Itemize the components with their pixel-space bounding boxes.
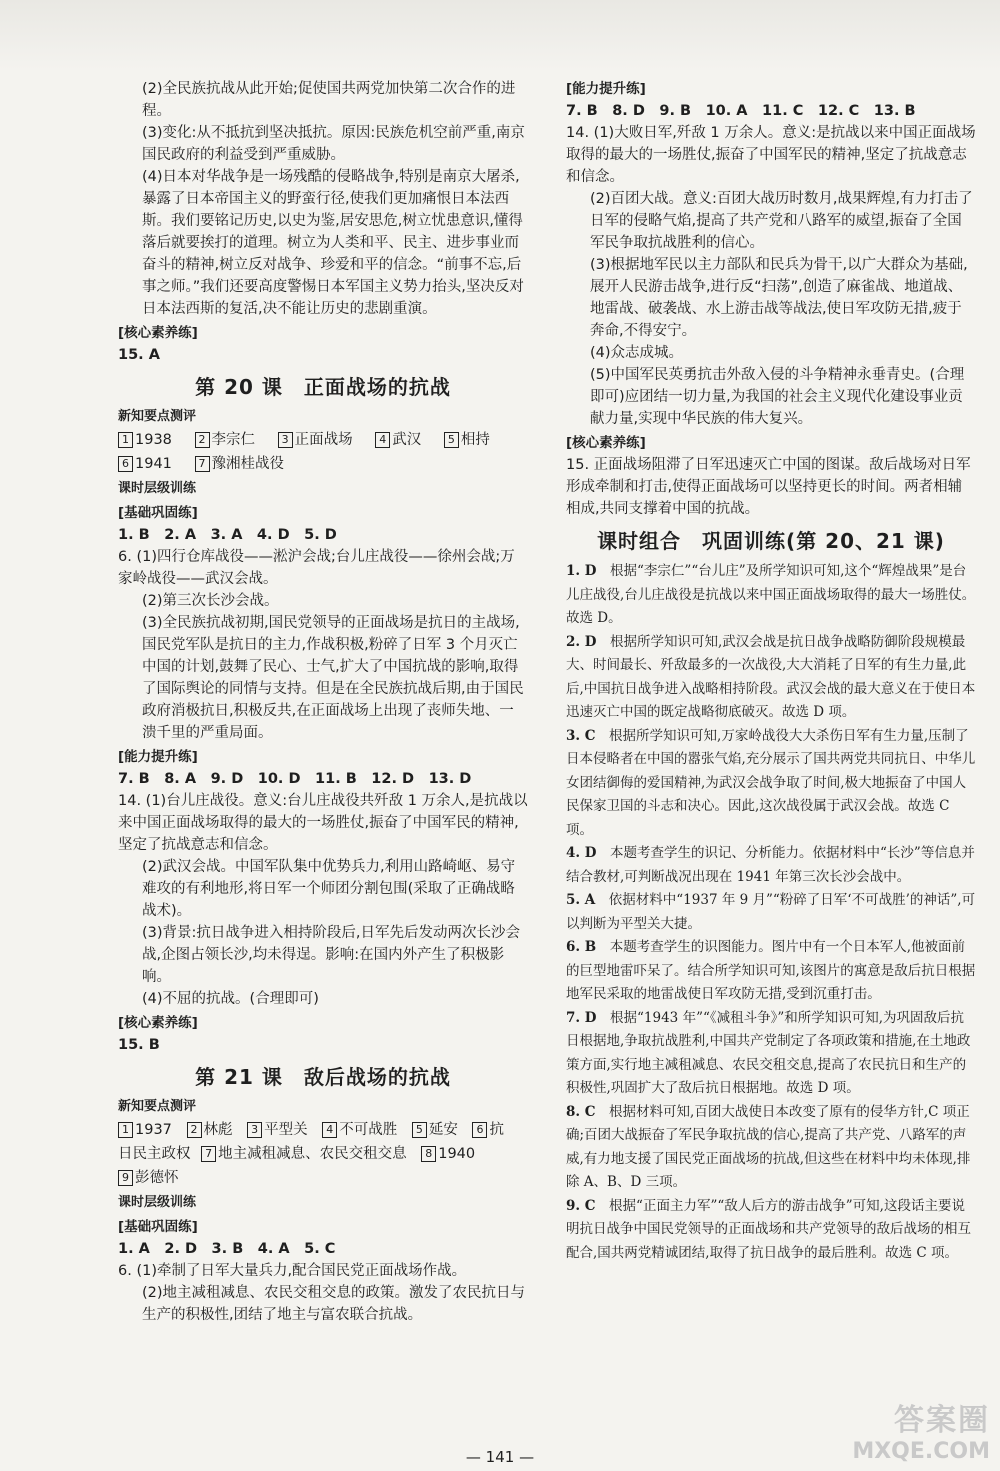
section-tag: [核心素养练]	[118, 325, 198, 341]
lesson-title: 第 20 课 正面战场的抗战	[195, 375, 451, 399]
section-tag: [核心素养练]	[118, 1015, 198, 1031]
watermark	[810, 1395, 990, 1465]
top-band	[0, 0, 1000, 70]
answer-line	[566, 100, 976, 122]
combo-item	[566, 1007, 976, 1101]
item-number: 3. C	[566, 727, 596, 744]
paragraph: (3)根据地军民以主力部队和民兵为骨干,以广大群众为基础,展开人民游击战争,进行反“扫荡”,创造了麻雀战、地道战、地雷战、破袭战、水上游击战等战法,使日军攻防无措,疲于奔命,不得安宁。	[590, 257, 968, 339]
combo-item	[566, 936, 976, 1007]
blank-item: 6 抗	[472, 1122, 504, 1138]
answer-text: 15. B	[118, 1037, 160, 1053]
item-explanation: 根据所学知识可知,万家岭战役大大杀伤日军有生力量,压制了日本侵略者在中国的嚣张气焰,充分展示了国共两党共同抗日、中华儿女团结御侮的爱国精神,为武汉会战争取了时间,极大地振奋了中国人民保家卫国的斗志和决心。因此,这次战役属于武汉会战。故选 C 项。	[566, 727, 976, 838]
answer-line	[118, 1238, 528, 1260]
answer-text: 15. A	[118, 347, 160, 363]
paragraph: (2)第三次长沙会战。	[142, 593, 279, 609]
item-number: 6. B	[566, 939, 597, 955]
paragraph: (3)变化:从不抵抗到坚决抵抗。原因:民族危机空前严重,南京国民政府的利益受到严重威胁。	[142, 125, 525, 163]
paragraph: 14. (1)台儿庄战役。意义:台儿庄战役共歼敌 1 万余人,是抗战以来中国正面战场取得的最大的一场胜仗,振奋了中国军民的精神,坚定了抗战意志和信念。	[118, 793, 528, 853]
combo-item	[566, 842, 976, 889]
right-column	[566, 78, 976, 1265]
item-explanation: 根据“李宗仁”“台儿庄”及所学知识可知,这个“辉煌战果”是台儿庄战役,台儿庄战役是抗战以来中国正面战场取得的最大一场胜仗。故选 D。	[566, 563, 976, 626]
paragraph: (4)众志成城。	[590, 345, 684, 361]
section-tag: [基础巩固练]	[118, 1219, 198, 1235]
left-column	[118, 78, 528, 1326]
blank-item: 6 1941	[118, 456, 172, 472]
blank-item: 5 延安	[412, 1122, 458, 1138]
section-heading: 课时层级训练	[118, 481, 197, 496]
paragraph: (2)地主减租减息、农民交租交息的政策。激发了农民抗日与生产的积极性,团结了地主与富农联合抗战。	[142, 1285, 526, 1323]
combo-item	[566, 1101, 976, 1195]
combo-item	[566, 631, 976, 725]
blank-answers-row	[118, 1142, 528, 1166]
blank-answers-row	[118, 1166, 528, 1190]
paragraph: (3)全民族抗战初期,国民党领导的正面战场是抗日的主战场,国民党军队是抗日的主力,作战积极,粉碎了日军 3 个月灭亡中国的计划,鼓舞了民心、士气,扩大了中国抗战的影响,取得了国际舆论的同情与支持。但是在全民族抗战后期,由于国民政府消极抗日,积极反共,在正面战场上出现了丧师失地、一溃千里的严重局面。	[142, 615, 524, 741]
item-number: 9. C	[566, 1197, 596, 1214]
watermark-logo: 答案圈	[894, 1403, 990, 1438]
blank-item: 7 地主减租减息、农民交租交息	[201, 1146, 407, 1162]
combo-item	[566, 1195, 976, 1266]
blank-continuation: 日民主政权	[118, 1146, 191, 1162]
blank-item: 2 李宗仁	[195, 432, 256, 448]
answer-text: 7. B 8. D 9. B 10. A 11. C 12. C 13. B	[566, 103, 916, 119]
item-number: 2. D	[566, 633, 597, 650]
answer-text: 1. A 2. D 3. B 4. A 5. C	[118, 1241, 336, 1257]
blank-item: 8 1940	[421, 1146, 475, 1162]
item-explanation: 依据材料中“1937 年 9 月”“粉碎了日军‘不可战胜’的神话”,可以判断为平型关大捷。	[566, 892, 976, 932]
item-number: 8. C	[566, 1103, 596, 1120]
item-explanation: 根据“1943 年”“《减租斗争》”和所学知识可知,为巩固敌后抗日根据地,争取抗战胜利,中国共产党制定了各项政策和措施,在土地政策方面,实行地主减租减息、农民交租交息,提高了农民抗日和生产的积极性,巩固扩大了敌后抗日根据地。故选 D 项。	[566, 1009, 971, 1096]
watermark-url: MXQE.COM	[852, 1439, 990, 1464]
blank-item: 1 1938	[118, 432, 172, 448]
paragraph: (3)背景:抗日战争进入相持阶段后,日军先后发动两次长沙会战,企图占领长沙,均未得逞。影响:在国内外产生了积极影响。	[142, 925, 521, 985]
blank-item: 5 相持	[444, 432, 490, 448]
blank-item: 3 正面战场	[278, 432, 353, 448]
item-explanation: 本题考查学生的识图能力。图片中有一个日本军人,他被面前的巨型地雷吓呆了。结合所学知识可知,该图片的寓意是敌后抗日根据地军民采取的地雷战使日军攻防无措,受到沉重打击。	[566, 939, 976, 1002]
paragraph: 6. (1)牵制了日军大量兵力,配合国民党正面战场作战。	[118, 1263, 467, 1279]
section-tag: [能力提升练]	[118, 749, 198, 765]
answer-line	[118, 524, 528, 546]
blank-answers-row	[118, 428, 528, 452]
section-tag: [核心素养练]	[566, 435, 646, 451]
section-tag: [能力提升练]	[566, 81, 646, 97]
paragraph: (4)不屈的抗战。(合理即可)	[142, 991, 319, 1007]
paragraph: (2)全民族抗战从此开始;促使国共两党加快第二次合作的进程。	[142, 81, 516, 119]
blank-item: 7 豫湘桂战役	[195, 456, 285, 472]
paragraph: (4)日本对华战争是一场残酷的侵略战争,特别是南京大屠杀,暴露了日本帝国主义的野蛮行径,使我们更加痛恨日本法西斯。我们要铭记历史,以史为鉴,居安思危,树立忧患意识,懂得落后就要挨打的道理。树立为人类和平、民主、进步事业而奋斗的精神,树立反对战争、珍爱和平的信念。“前事不忘,后事之师。”我们还要高度警惕日本军国主义势力抬头,坚决反对日本法西斯的复活,决不能让历史的悲剧重演。	[142, 169, 524, 317]
section-heading: 课时层级训练	[118, 1195, 197, 1210]
paragraph: 14. (1)大败日军,歼敌 1 万余人。意义:是抗战以来中国正面战场取得的最大的一场胜仗,振奋了中国军民的精神,坚定了抗战意志和信念。	[566, 125, 976, 185]
item-number: 5. A	[566, 892, 596, 908]
item-explanation: 根据材料可知,百团大战使日本改变了原有的侵华方针,C 项正确;百团大战振奋了军民争取抗战的信心,提高了共产党、八路军的声威,有力地支援了国民党正面战场的抗战,但这些在材料中均未体现,排除 A、B、D 三项。	[566, 1103, 971, 1190]
item-explanation: 根据“正面主力军”“敌人后方的游击战争”可知,这段话主要说明抗日战争中国民党领导的正面战场和共产党领导的敌后战场的相互配合,国共两党精诚团结,取得了抗日战争的最后胜利。故选 C 项。	[566, 1197, 971, 1261]
blank-item: 2 林彪	[187, 1122, 233, 1138]
blank-item: 1 1937	[118, 1122, 172, 1138]
item-number: 1. D	[566, 563, 597, 579]
answer-line	[118, 1034, 528, 1056]
paragraph: (2)武汉会战。中国军队集中优势兵力,利用山路崎岖、易守难攻的有利地形,将日军一个师团分割包围(采取了正确战略战术)。	[142, 859, 516, 919]
blank-item: 9 彭德怀	[118, 1170, 179, 1186]
blank-answers-row	[118, 452, 528, 476]
item-explanation: 根据所学知识可知,武汉会战是抗日战争战略防御阶段规模最大、时间最长、歼敌最多的一次战役,大大消耗了日军的有生力量,此后,中国抗日战争进入战略相持阶段。武汉会战的最大意义在于使日本迅速灭亡中国的既定战略彻底破灭。故选 D 项。	[566, 633, 976, 720]
blank-answers-row	[118, 1118, 528, 1142]
answer-text: 7. B 8. A 9. D 10. D 11. B 12. D 13. D	[118, 771, 472, 787]
blank-item: 4 不可战胜	[322, 1122, 397, 1138]
answer-line	[118, 768, 528, 790]
section-heading: 新知要点测评	[118, 1099, 197, 1114]
lesson-title: 第 21 课 敌后战场的抗战	[195, 1065, 451, 1089]
combo-item	[566, 560, 976, 631]
paragraph: (2)百团大战。意义:百团大战历时数月,战果辉煌,有力打击了日军的侵略气焰,提高了共产党和八路军的威望,振奋了全国军民争取抗战胜利的信心。	[590, 191, 973, 251]
item-number: 4. D	[566, 845, 597, 861]
paragraph: (5)中国军民英勇抗击外敌入侵的斗争精神永垂青史。(合理即可)应团结一切力量,为我国的社会主义现代化建设事业贡献力量,实现中华民族的伟大复兴。	[590, 367, 965, 427]
item-number: 7. D	[566, 1009, 597, 1026]
item-explanation: 本题考查学生的识记、分析能力。依据材料中“长沙”等信息并结合教材,可判断战况出现在 1941 年第三次长沙会战中。	[566, 845, 975, 885]
combo-item	[566, 889, 976, 936]
answer-line	[118, 344, 528, 366]
combo-item	[566, 725, 976, 843]
combo-title: 课时组合 巩固训练(第 20、21 课)	[597, 529, 945, 553]
paragraph: 6. (1)四行仓库战役——淞沪会战;台儿庄战役——徐州会战;万家岭战役——武汉会战。	[118, 549, 515, 587]
paragraph: 15. 正面战场阻滞了日军迅速灭亡中国的图谋。敌后战场对日军形成牵制和打击,使得正面战场可以坚持更长的时间。两者相辅相成,共同支撑着中国的抗战。	[566, 457, 971, 517]
blank-item: 3 平型关	[247, 1122, 308, 1138]
section-heading: 新知要点测评	[118, 409, 197, 424]
blank-item: 4 武汉	[375, 432, 421, 448]
page-number: — 141 —	[465, 1448, 535, 1466]
answer-text: 1. B 2. A 3. A 4. D 5. D	[118, 527, 337, 543]
section-tag: [基础巩固练]	[118, 505, 198, 521]
